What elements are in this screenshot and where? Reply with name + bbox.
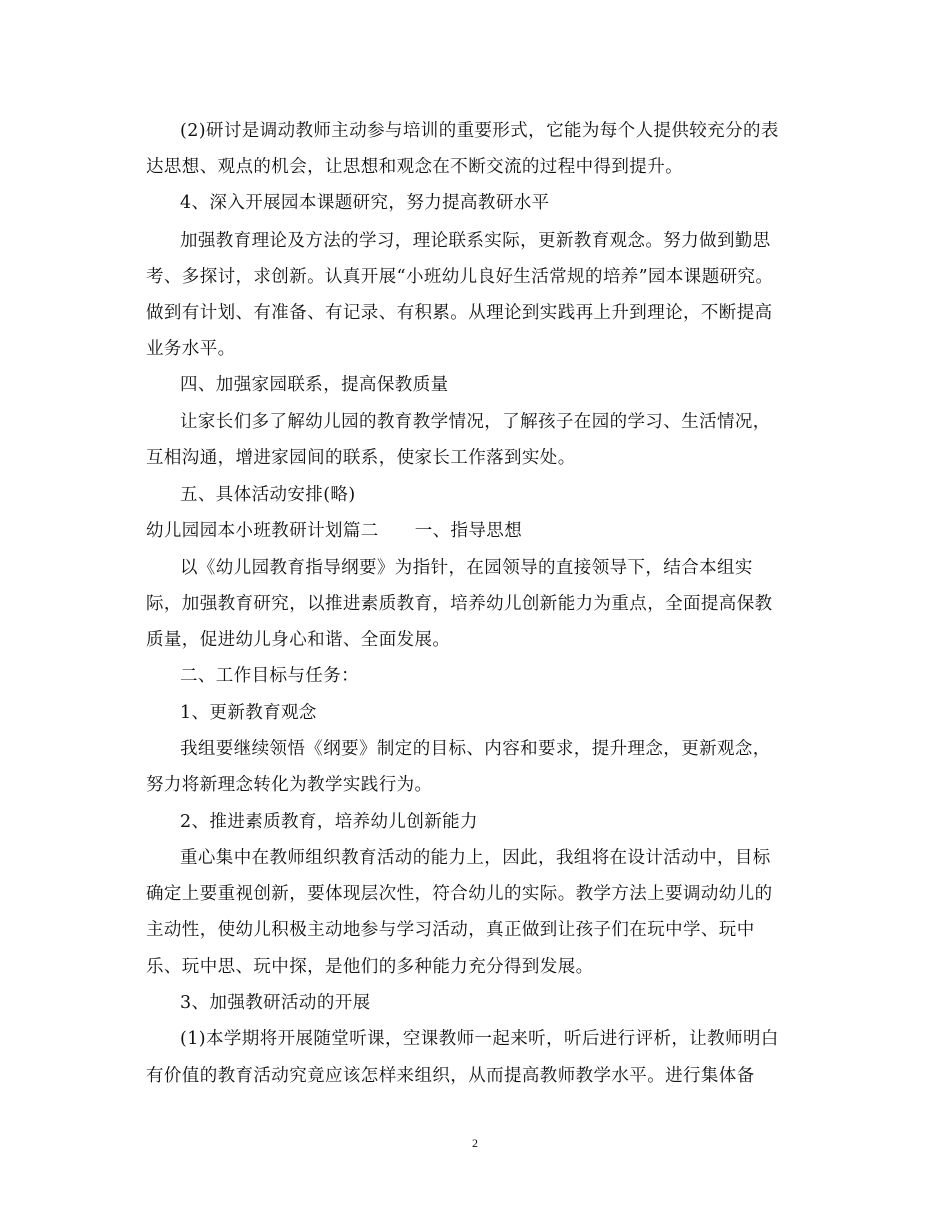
- document-title: 幼儿园园本小班教研计划篇二: [146, 521, 379, 541]
- paragraph-line: 业务水平。: [146, 339, 236, 359]
- paragraph-line: 达思想、观点的机会，让思想和观念在不断交流的过程中得到提升。: [146, 157, 683, 177]
- paragraph-line: 我组要继续领悟《纲要》制定的目标、内容和要求，提升理念，更新观念，: [180, 739, 771, 759]
- paragraph-line: 有价值的教育活动究竟应该怎样来组织，从而提高教师教学水平。进行集体备: [146, 1066, 755, 1086]
- section-heading: 1、更新教育观念: [180, 703, 317, 723]
- title-line: [146, 519, 522, 543]
- section-heading: 五、具体活动安排(略): [180, 485, 356, 505]
- section-heading: 四、加强家园联系，提高保教质量: [180, 375, 449, 395]
- paragraph-line: 做到有计划、有准备、有记录、有积累。从理论到实践再上升到理论，不断提高: [146, 303, 773, 323]
- paragraph-line: (1)本学期将开展随堂听课，空课教师一起来听，听后进行评析，让教师明白: [180, 1029, 779, 1049]
- paragraph-line: 际，加强教育研究，以推进素质教育，培养幼儿创新能力为重点，全面提高保教: [146, 594, 773, 614]
- paragraph-line: 主动性，使幼儿积极主动地参与学习活动，真正做到让孩子们在玩中学、玩中: [146, 920, 755, 940]
- page-number: 2: [472, 1136, 478, 1150]
- section-heading: 4、深入开展园本课题研究，努力提高教研水平: [180, 193, 550, 213]
- paragraph-line: 加强教育理论及方法的学习，理论联系实际，更新教育观念。努力做到勤思: [180, 231, 771, 251]
- paragraph-line: 重心集中在教师组织教育活动的能力上，因此，我组将在设计活动中，目标: [180, 848, 771, 868]
- paragraph-line: 质量，促进幼儿身心和谐、全面发展。: [146, 630, 451, 650]
- paragraph-line: 让家长们多了解幼儿园的教育教学情况，了解孩子在园的学习、生活情况，: [180, 412, 771, 432]
- paragraph-line: 努力将新理念转化为教学实践行为。: [146, 775, 433, 795]
- section-heading: 二、工作目标与任务：: [180, 666, 359, 686]
- paragraph-line: 乐、玩中思、玩中探，是他们的多种能力充分得到发展。: [146, 957, 594, 977]
- paragraph-line: 考、多探讨，求创新。认真开展“小班幼儿良好生活常规的培养”园本课题研究。: [146, 267, 774, 287]
- paragraph-line: (2)研讨是调动教师主动参与培训的重要形式，它能为每个人提供较充分的表: [180, 121, 779, 141]
- section-heading: 2、推进素质教育，培养幼儿创新能力: [180, 812, 478, 832]
- section-heading: 3、加强教研活动的开展: [180, 993, 371, 1013]
- paragraph-line: 以《幼儿园教育指导纲要》为指针，在园领导的直接领导下，结合本组实: [180, 558, 753, 578]
- paragraph-line: 互相沟通，增进家园间的联系，使家长工作落到实处。: [146, 448, 576, 468]
- paragraph-line: 确定上要重视创新，要体现层次性，符合幼儿的实际。教学方法上要调动幼儿的: [146, 884, 773, 904]
- section-heading: 一、指导思想: [414, 521, 523, 541]
